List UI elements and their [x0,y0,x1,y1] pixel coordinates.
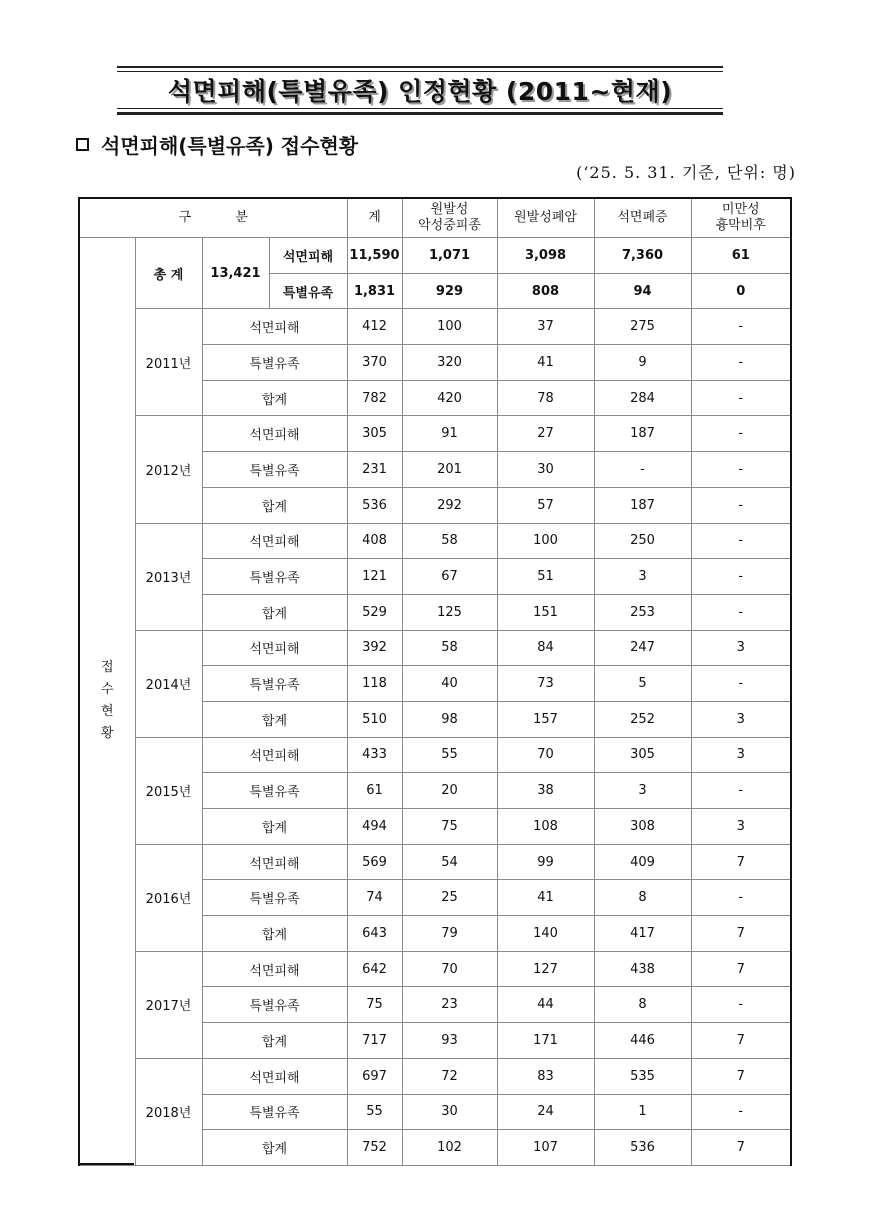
header-pleural-thickening: 미만성 흉막비후 [691,198,791,238]
cell-mesothelioma: 125 [402,594,497,630]
cell-pleural-thickening: - [691,773,791,809]
cell-total: 11,590 [347,238,402,274]
table-row [79,844,791,880]
row-type: 특별유족 [269,273,347,309]
cell-pleural-thickening: 3 [691,809,791,845]
year-label: 2011년 [135,309,202,416]
cell-lung-cancer: 83 [497,1058,594,1094]
cell-total: 433 [347,737,402,773]
cell-asbestosis: - [594,452,691,488]
cell-asbestosis: 5 [594,666,691,702]
cell-lung-cancer: 44 [497,987,594,1023]
cell-mesothelioma: 100 [402,309,497,345]
cell-mesothelioma: 929 [402,273,497,309]
cell-asbestosis: 3 [594,773,691,809]
cell-mesothelioma: 201 [402,452,497,488]
row-type: 합계 [202,1023,347,1059]
cell-pleural-thickening: - [691,487,791,523]
table-row [79,416,791,452]
cell-total: 75 [347,987,402,1023]
table-row [79,523,791,559]
cell-total: 717 [347,1023,402,1059]
reception-status-table [78,197,792,1166]
row-type: 합계 [202,594,347,630]
cell-lung-cancer: 171 [497,1023,594,1059]
cell-total: 782 [347,380,402,416]
checkbox-icon [76,138,89,151]
cell-total: 121 [347,559,402,595]
cell-lung-cancer: 27 [497,416,594,452]
header-lung-cancer: 원발성폐암 [497,198,594,238]
cell-lung-cancer: 38 [497,773,594,809]
side-label-char: 접 [100,660,114,676]
cell-total: 412 [347,309,402,345]
cell-asbestosis: 3 [594,559,691,595]
cell-total: 697 [347,1058,402,1094]
cell-asbestosis: 247 [594,630,691,666]
table-row [79,951,791,987]
cell-pleural-thickening: - [691,987,791,1023]
cell-asbestosis: 187 [594,416,691,452]
year-label: 2014년 [135,630,202,737]
cell-total: 118 [347,666,402,702]
row-type: 특별유족 [202,987,347,1023]
cell-pleural-thickening: - [691,880,791,916]
row-type: 특별유족 [202,452,347,488]
row-type: 석면피해 [269,238,347,274]
cell-lung-cancer: 157 [497,701,594,737]
cell-lung-cancer: 41 [497,345,594,381]
cell-total: 510 [347,701,402,737]
cell-total: 529 [347,594,402,630]
cell-pleural-thickening: - [691,416,791,452]
cell-pleural-thickening: 61 [691,238,791,274]
cell-total: 536 [347,487,402,523]
cell-lung-cancer: 57 [497,487,594,523]
cell-mesothelioma: 72 [402,1058,497,1094]
table-bottom-rule [78,1163,134,1165]
row-type: 석면피해 [202,630,347,666]
row-type: 석면피해 [202,416,347,452]
row-type: 합계 [202,809,347,845]
year-label: 2013년 [135,523,202,630]
row-type: 석면피해 [202,309,347,345]
row-type: 합계 [202,1130,347,1166]
cell-asbestosis: 94 [594,273,691,309]
cell-total: 392 [347,630,402,666]
cell-asbestosis: 187 [594,487,691,523]
cell-asbestosis: 438 [594,951,691,987]
row-type: 석면피해 [202,737,347,773]
row-type: 합계 [202,701,347,737]
grand-total-label: 총 계 [135,238,202,309]
cell-mesothelioma: 79 [402,916,497,952]
cell-mesothelioma: 91 [402,416,497,452]
row-type: 특별유족 [202,1094,347,1130]
cell-lung-cancer: 78 [497,380,594,416]
cell-pleural-thickening: 7 [691,1130,791,1166]
row-type: 합계 [202,487,347,523]
cell-asbestosis: 275 [594,309,691,345]
cell-pleural-thickening: 7 [691,916,791,952]
row-type: 합계 [202,380,347,416]
cell-total: 61 [347,773,402,809]
cell-total: 494 [347,809,402,845]
cell-pleural-thickening: - [691,523,791,559]
cell-pleural-thickening: 7 [691,1058,791,1094]
basis-note: (‘25. 5. 31. 기준, 단위: 명) [576,163,796,182]
header-asbestosis: 석면폐증 [594,198,691,238]
cell-asbestosis: 9 [594,345,691,381]
side-label-char: 황 [100,726,114,742]
row-type: 특별유족 [202,666,347,702]
cell-mesothelioma: 25 [402,880,497,916]
cell-mesothelioma: 70 [402,951,497,987]
section-heading [76,130,358,159]
header-category: 구 분 [79,198,347,238]
cell-pleural-thickening: 7 [691,844,791,880]
cell-mesothelioma: 420 [402,380,497,416]
cell-mesothelioma: 93 [402,1023,497,1059]
grand-total-value: 13,421 [202,238,269,309]
cell-lung-cancer: 127 [497,951,594,987]
cell-pleural-thickening: 3 [691,701,791,737]
cell-total: 643 [347,916,402,952]
row-type: 석면피해 [202,844,347,880]
cell-total: 408 [347,523,402,559]
cell-mesothelioma: 1,071 [402,238,497,274]
cell-total: 231 [347,452,402,488]
cell-asbestosis: 252 [594,701,691,737]
cell-pleural-thickening: 7 [691,1023,791,1059]
cell-asbestosis: 1 [594,1094,691,1130]
cell-total: 1,831 [347,273,402,309]
cell-pleural-thickening: - [691,594,791,630]
cell-asbestosis: 308 [594,809,691,845]
cell-asbestosis: 417 [594,916,691,952]
cell-lung-cancer: 41 [497,880,594,916]
year-label: 2015년 [135,737,202,844]
cell-mesothelioma: 30 [402,1094,497,1130]
cell-asbestosis: 250 [594,523,691,559]
table-header-row [79,198,791,238]
cell-asbestosis: 7,360 [594,238,691,274]
cell-lung-cancer: 51 [497,559,594,595]
cell-mesothelioma: 58 [402,630,497,666]
cell-pleural-thickening: 3 [691,737,791,773]
cell-lung-cancer: 30 [497,452,594,488]
cell-mesothelioma: 40 [402,666,497,702]
cell-total: 370 [347,345,402,381]
cell-lung-cancer: 70 [497,737,594,773]
cell-pleural-thickening: - [691,1094,791,1130]
cell-asbestosis: 535 [594,1058,691,1094]
cell-asbestosis: 409 [594,844,691,880]
row-type: 특별유족 [202,559,347,595]
cell-pleural-thickening: 7 [691,951,791,987]
row-type: 석면피해 [202,1058,347,1094]
cell-mesothelioma: 23 [402,987,497,1023]
row-type: 특별유족 [202,773,347,809]
cell-pleural-thickening: - [691,666,791,702]
cell-mesothelioma: 67 [402,559,497,595]
cell-pleural-thickening: - [691,559,791,595]
cell-mesothelioma: 54 [402,844,497,880]
cell-asbestosis: 536 [594,1130,691,1166]
cell-lung-cancer: 24 [497,1094,594,1130]
cell-lung-cancer: 151 [497,594,594,630]
cell-mesothelioma: 102 [402,1130,497,1166]
row-type: 석면피해 [202,523,347,559]
cell-mesothelioma: 320 [402,345,497,381]
row-type: 석면피해 [202,951,347,987]
cell-total: 55 [347,1094,402,1130]
cell-mesothelioma: 75 [402,809,497,845]
cell-lung-cancer: 99 [497,844,594,880]
table-row [79,1058,791,1094]
year-label: 2017년 [135,951,202,1058]
cell-mesothelioma: 292 [402,487,497,523]
cell-asbestosis: 305 [594,737,691,773]
cell-total: 74 [347,880,402,916]
cell-pleural-thickening: - [691,380,791,416]
side-label-char: 수 [100,682,114,698]
cell-total: 305 [347,416,402,452]
cell-asbestosis: 8 [594,987,691,1023]
header-total: 계 [347,198,402,238]
cell-lung-cancer: 808 [497,273,594,309]
year-label: 2016년 [135,844,202,951]
row-type: 특별유족 [202,345,347,381]
cell-pleural-thickening: 0 [691,273,791,309]
row-type: 특별유족 [202,880,347,916]
cell-total: 752 [347,1130,402,1166]
cell-lung-cancer: 108 [497,809,594,845]
header-mesothelioma: 원발성 악성중피종 [402,198,497,238]
cell-total: 642 [347,951,402,987]
page-title: 석면피해(특별유족) 인정현황 (2011~현재) [167,77,673,106]
cell-asbestosis: 253 [594,594,691,630]
table-row [79,630,791,666]
row-type: 합계 [202,916,347,952]
cell-lung-cancer: 107 [497,1130,594,1166]
grand-total-row [79,238,791,274]
cell-lung-cancer: 84 [497,630,594,666]
cell-lung-cancer: 140 [497,916,594,952]
side-label [79,238,135,1166]
page-title-box [117,66,723,115]
cell-mesothelioma: 98 [402,701,497,737]
cell-lung-cancer: 37 [497,309,594,345]
year-label: 2012년 [135,416,202,523]
table-row [79,309,791,345]
side-label-char: 현 [100,704,114,720]
cell-pleural-thickening: - [691,309,791,345]
year-label: 2018년 [135,1058,202,1165]
table-row [79,737,791,773]
cell-pleural-thickening: - [691,452,791,488]
cell-pleural-thickening: - [691,345,791,381]
cell-pleural-thickening: 3 [691,630,791,666]
cell-asbestosis: 284 [594,380,691,416]
cell-lung-cancer: 3,098 [497,238,594,274]
cell-asbestosis: 8 [594,880,691,916]
cell-total: 569 [347,844,402,880]
cell-lung-cancer: 100 [497,523,594,559]
cell-lung-cancer: 73 [497,666,594,702]
cell-asbestosis: 446 [594,1023,691,1059]
cell-mesothelioma: 20 [402,773,497,809]
section-heading-text: 석면피해(특별유족) 접수현황 [101,134,359,158]
cell-mesothelioma: 58 [402,523,497,559]
cell-mesothelioma: 55 [402,737,497,773]
